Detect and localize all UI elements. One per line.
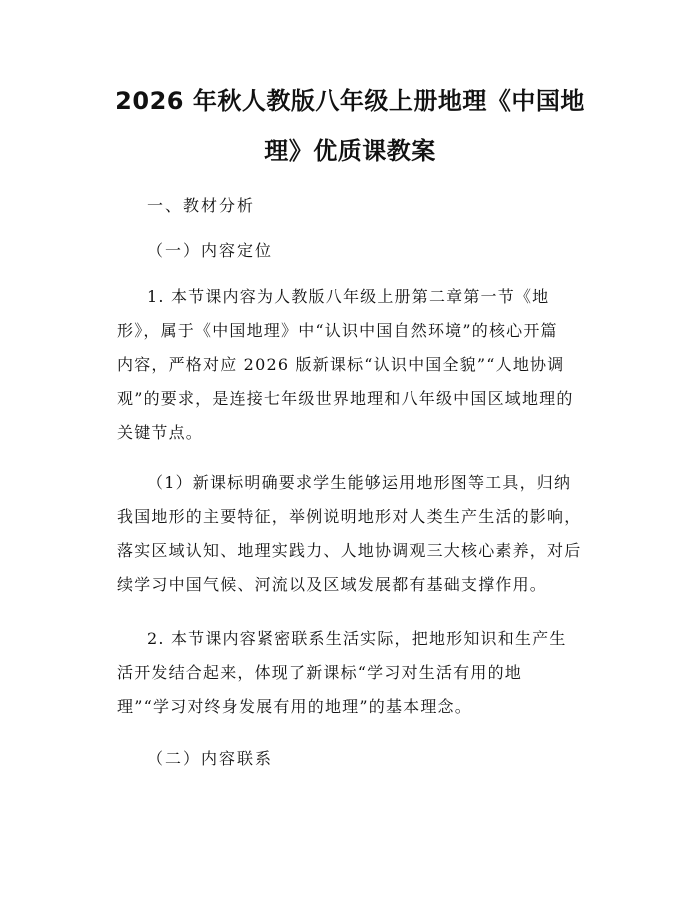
paragraph-3-line-3: 理”“学习对终身发展有用的地理”的基本理念。	[117, 697, 472, 716]
subsection-heading-content-connection: （二）内容联系	[147, 749, 274, 768]
document-title-line-2: 理》优质课教案	[264, 137, 436, 165]
paragraph-1-line-2: 形》，属于《中国地理》中“认识中国自然环境”的核心开篇	[117, 321, 558, 340]
paragraph-2	[117, 466, 592, 602]
paragraph-2-line-3: 落实区域认知、地理实践力、人地协调观三大核心素养，对后	[117, 541, 582, 560]
paragraph-3	[117, 622, 592, 724]
paragraph-3-line-1: 2. 本节课内容紧密联系生活实际，把地形知识和生产生	[147, 629, 567, 648]
paragraph-2-line-2: 我国地形的主要特征，举例说明地形对人类生产生活的影响，	[117, 507, 582, 526]
paragraph-1-line-1: 1. 本节课内容为人教版八年级上册第二章第一节《地	[147, 287, 550, 306]
subsection-heading-content-positioning: （一）内容定位	[147, 241, 274, 260]
paragraph-1	[117, 280, 592, 450]
paragraph-1-line-4: 观”的要求，是连接七年级世界地理和八年级中国区域地理的	[117, 389, 574, 408]
paragraph-3-line-2: 活开发结合起来，体现了新课标“学习对生活有用的地	[117, 663, 522, 682]
paragraph-1-line-5: 关键节点。	[117, 423, 204, 442]
document-title-line-1: 2026 年秋人教版八年级上册地理《中国地	[115, 87, 585, 115]
paragraph-2-line-4: 续学习中国气候、河流以及区域发展都有基础支撑作用。	[117, 575, 548, 594]
section-heading-textbook-analysis: 一、教材分析	[147, 196, 256, 215]
paragraph-1-line-3: 内容，严格对应 2026 版新课标“认识中国全貌”“人地协调	[117, 355, 565, 374]
paragraph-2-line-1: （1）新课标明确要求学生能够运用地形图等工具，归纳	[147, 473, 572, 492]
